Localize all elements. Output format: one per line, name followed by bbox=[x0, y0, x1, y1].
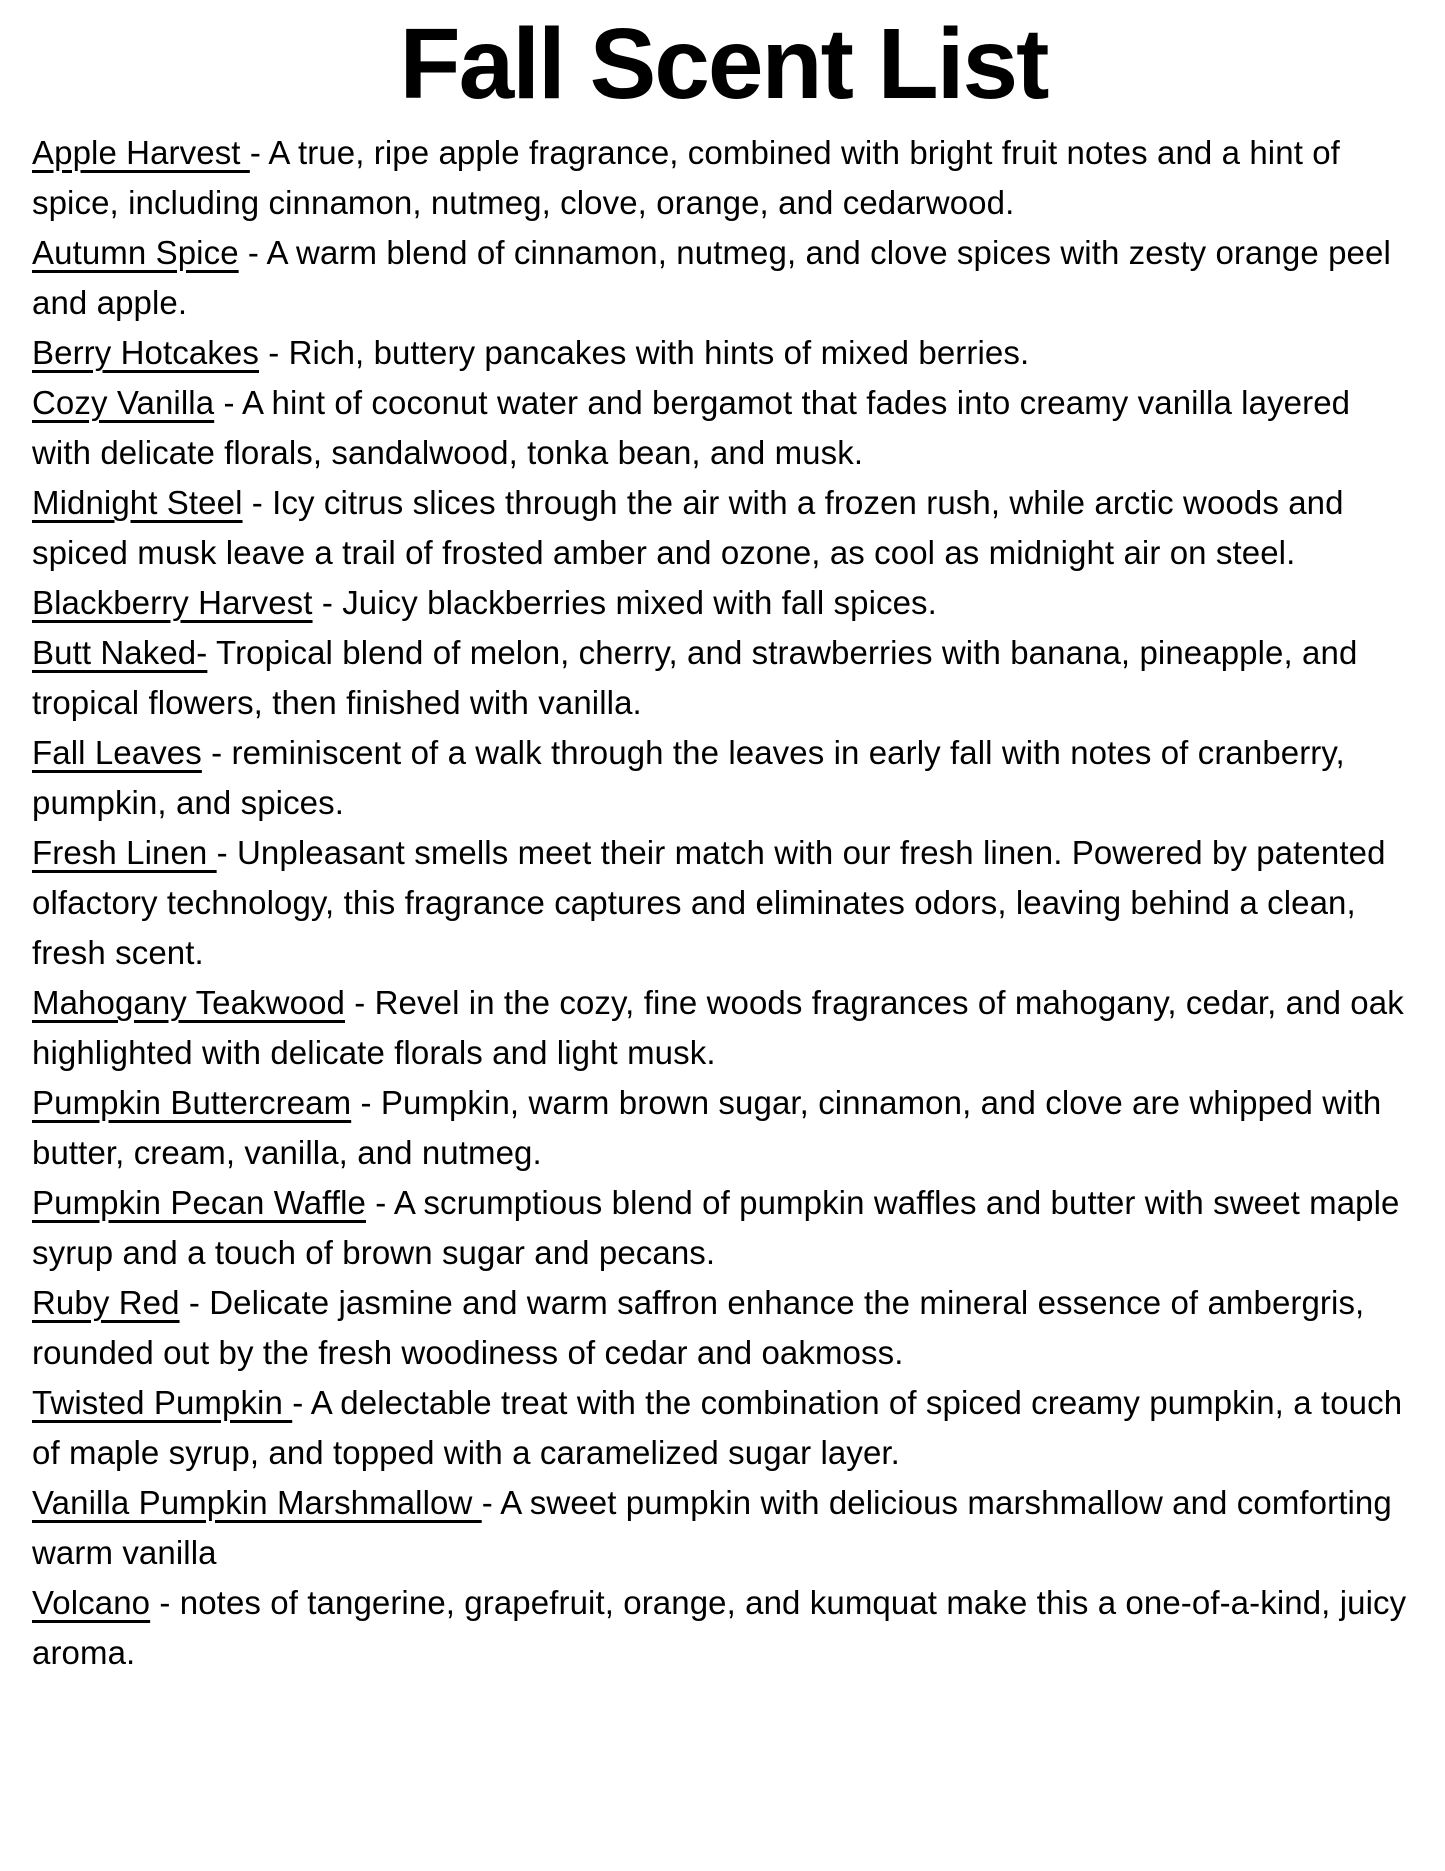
scent-name: Pumpkin Buttercream bbox=[32, 1084, 352, 1121]
scent-description: Revel in the cozy, fine woods fragrances of mahogany, cedar, and oak highlighted with delicate florals and light musk. bbox=[32, 984, 1414, 1071]
scent-entry bbox=[32, 1078, 1415, 1178]
scent-description: Icy citrus slices through the air with a frozen rush, while arctic woods and spiced musk leave a trail of frosted amber and ozone, as cool as midnight air on steel. bbox=[32, 484, 1353, 571]
scent-entry bbox=[32, 628, 1415, 728]
scent-separator: - bbox=[179, 1284, 210, 1321]
scent-separator: - bbox=[150, 1584, 180, 1621]
scent-separator: - bbox=[214, 384, 242, 421]
scent-name: Vanilla Pumpkin Marshmallow bbox=[32, 1484, 482, 1521]
scent-separator: - bbox=[344, 984, 375, 1021]
scent-description: A scrumptious blend of pumpkin waffles and butter with sweet maple syrup and a touch of brown sugar and pecans. bbox=[32, 1184, 1409, 1271]
scent-description: A true, ripe apple fragrance, combined with bright fruit notes and a hint of spice, including cinnamon, nutmeg, clove, orange, and cedarwood. bbox=[32, 134, 1350, 221]
scent-separator: - bbox=[351, 1084, 381, 1121]
scent-description: A delectable treat with the combination of spiced creamy pumpkin, a touch of maple syrup, and topped with a caramelized sugar layer. bbox=[32, 1384, 1412, 1471]
scent-name: Mahogany Teakwood bbox=[32, 984, 345, 1021]
scent-description: Juicy blackberries mixed with fall spices. bbox=[342, 584, 937, 621]
scent-name: Autumn Spice bbox=[32, 234, 239, 271]
scent-name: Fall Leaves bbox=[32, 734, 202, 771]
scent-name: Apple Harvest bbox=[32, 134, 250, 171]
scent-description: A sweet pumpkin with delicious marshmallow and comforting warm vanilla bbox=[32, 1484, 1402, 1571]
scent-name: Blackberry Harvest bbox=[32, 584, 313, 621]
scent-separator: - bbox=[292, 1384, 311, 1421]
scent-separator: - bbox=[238, 234, 267, 271]
scent-description: Pumpkin, warm brown sugar, cinnamon, and clove are whipped with butter, cream, vanilla, and nutmeg. bbox=[32, 1084, 1391, 1171]
scent-description: Tropical blend of melon, cherry, and strawberries with banana, pineapple, and tropical flowers, then finished with vanilla. bbox=[32, 634, 1367, 721]
scent-separator: - bbox=[366, 1184, 394, 1221]
scent-entry bbox=[32, 1378, 1415, 1478]
scent-name: Berry Hotcakes bbox=[32, 334, 259, 371]
scent-description: A warm blend of cinnamon, nutmeg, and clove spices with zesty orange peel and apple. bbox=[32, 234, 1401, 321]
scent-description: A hint of coconut water and bergamot that fades into creamy vanilla layered with delicate florals, sandalwood, tonka bean, and musk. bbox=[32, 384, 1360, 471]
scent-entry bbox=[32, 978, 1415, 1078]
scent-separator: - bbox=[242, 484, 273, 521]
scent-entry bbox=[32, 728, 1415, 828]
scent-entry bbox=[32, 828, 1415, 978]
scent-separator: - bbox=[201, 734, 232, 771]
scent-name: Cozy Vanilla bbox=[32, 384, 215, 421]
scent-separator: - bbox=[258, 334, 289, 371]
scent-entry bbox=[32, 328, 1415, 378]
scent-name: Midnight Steel bbox=[32, 484, 243, 521]
scent-description: Rich, buttery pancakes with hints of mixed berries. bbox=[288, 334, 1030, 371]
page-title: Fall Scent List bbox=[399, 8, 1048, 120]
scent-list bbox=[32, 128, 1415, 1678]
scent-separator: - bbox=[481, 1484, 501, 1521]
scent-separator: - bbox=[312, 584, 343, 621]
scent-name: Volcano bbox=[32, 1584, 151, 1621]
scent-name: Fresh Linen bbox=[32, 834, 217, 871]
scent-separator bbox=[207, 634, 216, 671]
scent-entry bbox=[32, 1478, 1415, 1578]
scent-entry bbox=[32, 128, 1415, 228]
scent-entry bbox=[32, 1578, 1415, 1678]
scent-entry bbox=[32, 228, 1415, 328]
scent-entry bbox=[32, 578, 1415, 628]
scent-description: notes of tangerine, grapefruit, orange, and kumquat make this a one-of-a-kind, juicy aroma. bbox=[32, 1584, 1416, 1671]
scent-separator: - bbox=[216, 834, 237, 871]
scent-entry bbox=[32, 1278, 1415, 1378]
scent-entry bbox=[32, 1178, 1415, 1278]
scent-description: Unpleasant smells meet their match with our fresh linen. Powered by patented olfactory technology, this fragrance captures and eliminates odors, leaving behind a clean, fresh scent. bbox=[32, 834, 1395, 971]
scent-name: Butt Naked- bbox=[32, 634, 208, 671]
scent-entry bbox=[32, 478, 1415, 578]
scent-separator: - bbox=[249, 134, 269, 171]
scent-description: reminiscent of a walk through the leaves in early fall with notes of cranberry, pumpkin, and spices. bbox=[32, 734, 1355, 821]
scent-name: Twisted Pumpkin bbox=[32, 1384, 293, 1421]
scent-entry bbox=[32, 378, 1415, 478]
scent-name: Ruby Red bbox=[32, 1284, 180, 1321]
scent-description: Delicate jasmine and warm saffron enhance the mineral essence of ambergris, rounded out by the fresh woodiness of cedar and oakmoss. bbox=[32, 1284, 1374, 1371]
scent-name: Pumpkin Pecan Waffle bbox=[32, 1184, 366, 1221]
